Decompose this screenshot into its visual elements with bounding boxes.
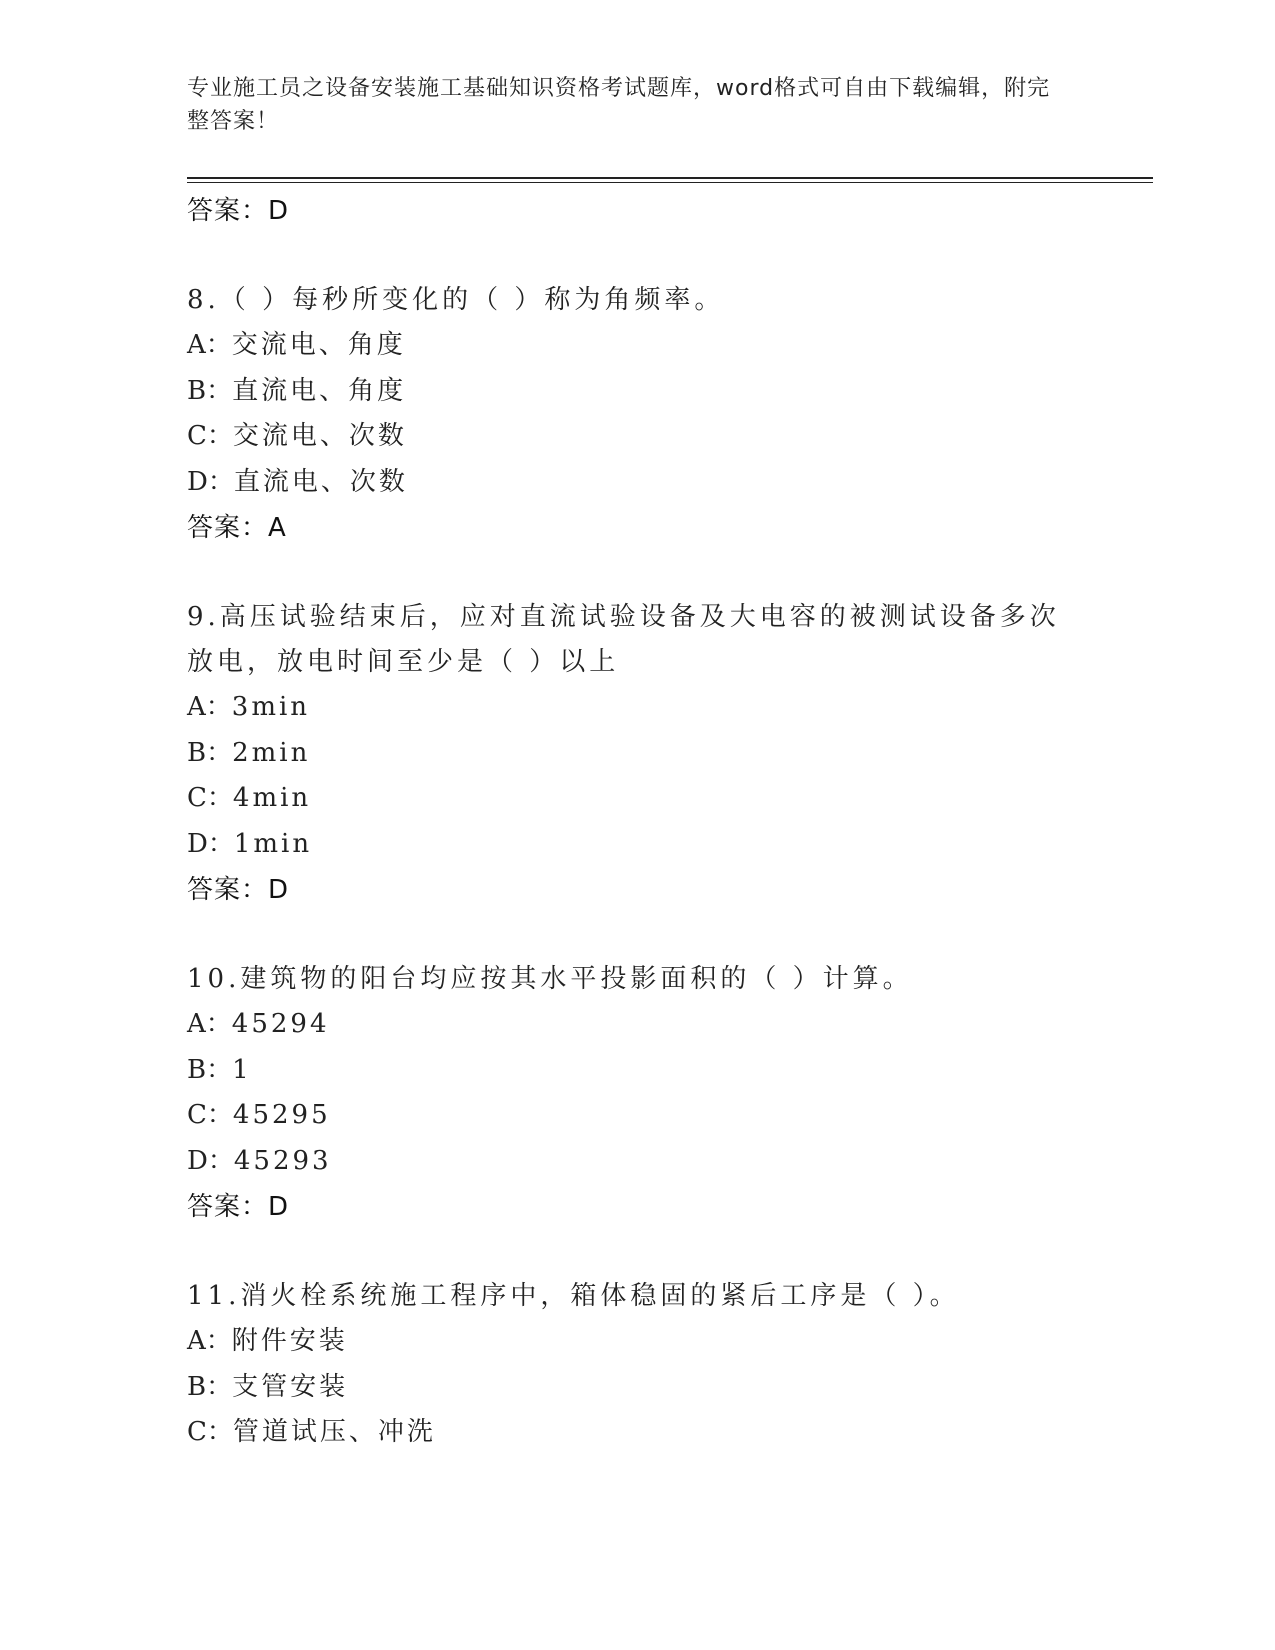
question-text: 11.消火栓系统施工程序中，箱体稳固的紧后工序是（ ）。 [187, 1281, 960, 1311]
option-text: 3min [231, 692, 311, 722]
option-c [187, 1093, 1087, 1139]
option-text: 45293 [233, 1145, 332, 1176]
option-a [187, 1319, 1087, 1365]
option-text: 1 [232, 1054, 252, 1085]
question-10 [187, 957, 1087, 1230]
option-b [187, 731, 1087, 777]
option-text: 支管安装 [232, 1371, 349, 1402]
option-letter: B： [187, 737, 233, 768]
option-letter: C： [187, 783, 233, 813]
option-text: 直流电、次数 [233, 466, 408, 497]
option-letter: A： [187, 692, 232, 722]
option-text: 附件安装 [231, 1326, 348, 1356]
question-text: 8.（ ）每秒所变化的（ ）称为角频率。 [187, 285, 725, 315]
option-d [187, 822, 1087, 868]
option-letter: B： [187, 1371, 233, 1402]
option-text: 45295 [232, 1100, 331, 1130]
header-rule-thin [187, 182, 1153, 183]
page-header: 专业施工员之设备安装施工基础知识资格考试题库，word格式可自由下载编辑，附完整答案！ [187, 76, 1051, 134]
option-text: 45294 [231, 1009, 330, 1039]
option-b [187, 369, 1087, 415]
option-a [187, 323, 1087, 369]
option-c [187, 414, 1087, 460]
option-text: 2min [232, 737, 311, 768]
question-text: 9.高压试验结束后，应对直流试验设备及大电容的被测试设备多次放电，放电时间至少是（ ）以上 [187, 602, 1060, 677]
option-b [187, 1365, 1087, 1411]
header-rule-thick [187, 177, 1153, 179]
option-letter: A： [187, 1009, 232, 1039]
option-letter: D： [187, 1145, 234, 1176]
option-text: 管道试压、冲洗 [232, 1417, 436, 1447]
option-a [187, 685, 1087, 731]
option-letter: A： [187, 330, 232, 360]
option-letter: D： [187, 466, 234, 497]
answer-line: 答案：D [187, 875, 290, 905]
option-letter: C： [187, 421, 233, 451]
option-letter: B： [187, 1054, 233, 1085]
option-letter: D： [187, 828, 234, 859]
option-letter: C： [187, 1417, 233, 1447]
answer-line: 答案：A [187, 513, 287, 543]
answer-line: 答案：D [187, 1192, 290, 1222]
option-b [187, 1048, 1087, 1094]
option-c [187, 776, 1087, 822]
option-letter: B： [187, 375, 233, 406]
question-list [187, 188, 1087, 1456]
previous-answer: 答案：D [187, 196, 290, 226]
option-d [187, 1139, 1087, 1185]
question-8 [187, 278, 1087, 551]
option-text: 直流电、角度 [232, 375, 407, 406]
question-9 [187, 595, 1087, 913]
option-d [187, 460, 1087, 506]
option-c [187, 1410, 1087, 1456]
question-text: 10.建筑物的阳台均应按其水平投影面积的（ ）计算。 [187, 964, 913, 994]
option-a [187, 1002, 1087, 1048]
option-letter: A： [187, 1326, 232, 1356]
option-text: 1min [233, 828, 313, 859]
option-text: 交流电、角度 [231, 330, 406, 360]
question-11 [187, 1274, 1087, 1456]
option-text: 4min [232, 783, 312, 813]
option-letter: C： [187, 1100, 233, 1130]
option-text: 交流电、次数 [232, 421, 407, 451]
